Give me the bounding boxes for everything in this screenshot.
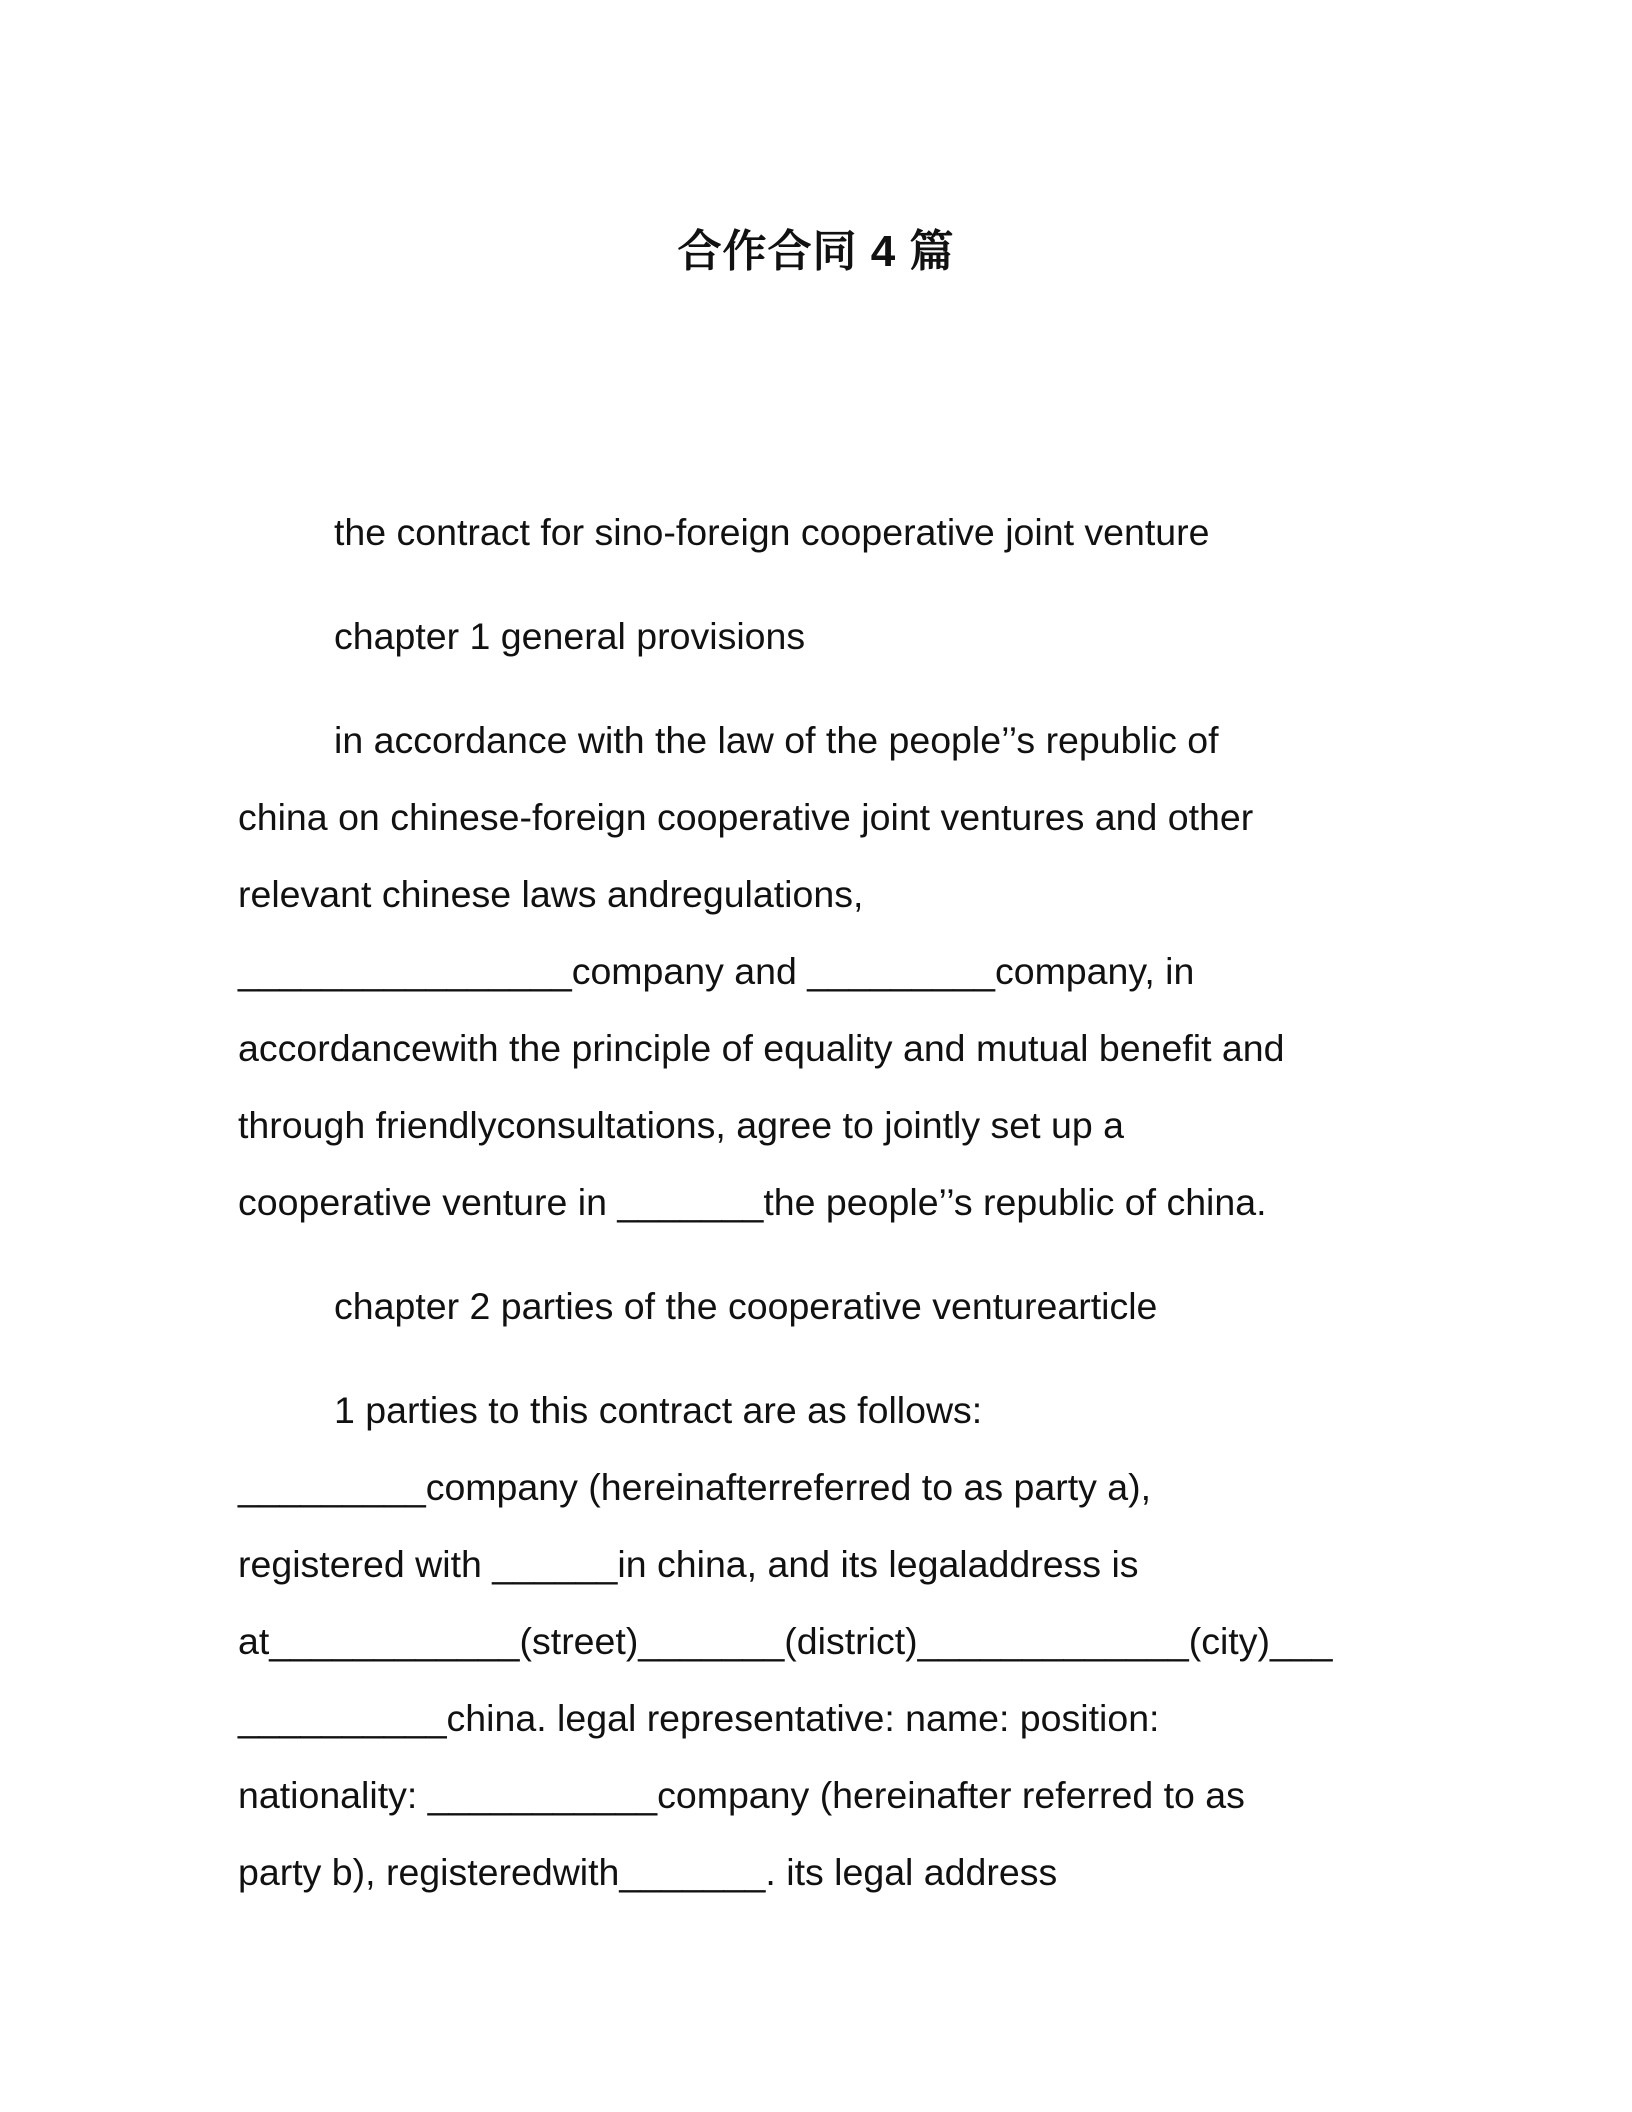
article-line-1: 1 parties to this contract are as follows: — [334, 1389, 983, 1431]
paragraph-spacing — [238, 571, 1410, 598]
article-line-4: at____________(street)_______(district)_____________(city)___ — [238, 1620, 1333, 1662]
body-line-2: china on chinese-foreign cooperative joint ventures and other — [238, 796, 1254, 838]
body-line-4: ________________company and _________company, in — [238, 950, 1195, 992]
document-title: 合作合同 4 篇 — [677, 227, 955, 276]
article-line-6: nationality: ___________company (hereinafter referred to as — [238, 1774, 1245, 1816]
article-line-3: registered with ______in china, and its legaladdress is — [238, 1543, 1139, 1585]
article-line-7: party b), registeredwith_______. its legal address — [238, 1851, 1058, 1893]
paragraph-spacing — [238, 1241, 1410, 1268]
article-line-5: __________china. legal representative: name: position: — [238, 1697, 1160, 1739]
document-body — [238, 494, 1410, 1911]
body-line-5: accordancewith the principle of equality and mutual benefit and — [238, 1027, 1285, 1069]
paragraph-spacing — [238, 675, 1410, 702]
body-line-1: in accordance with the law of the people’’s republic of — [334, 719, 1219, 761]
chapter-1-heading: chapter 1 general provisions — [334, 615, 806, 657]
paragraph-spacing — [238, 1345, 1410, 1372]
body-line-7: cooperative venture in _______the people’’s republic of china. — [238, 1181, 1267, 1223]
contract-heading: the contract for sino-foreign cooperative joint venture — [334, 511, 1210, 553]
body-line-3: relevant chinese laws andregulations, — [238, 873, 864, 915]
chapter-2-heading: chapter 2 parties of the cooperative venturearticle — [334, 1285, 1158, 1327]
body-line-6: through friendlyconsultations, agree to jointly set up a — [238, 1104, 1124, 1146]
article-line-2: _________company (hereinafterreferred to as party a), — [238, 1466, 1152, 1508]
